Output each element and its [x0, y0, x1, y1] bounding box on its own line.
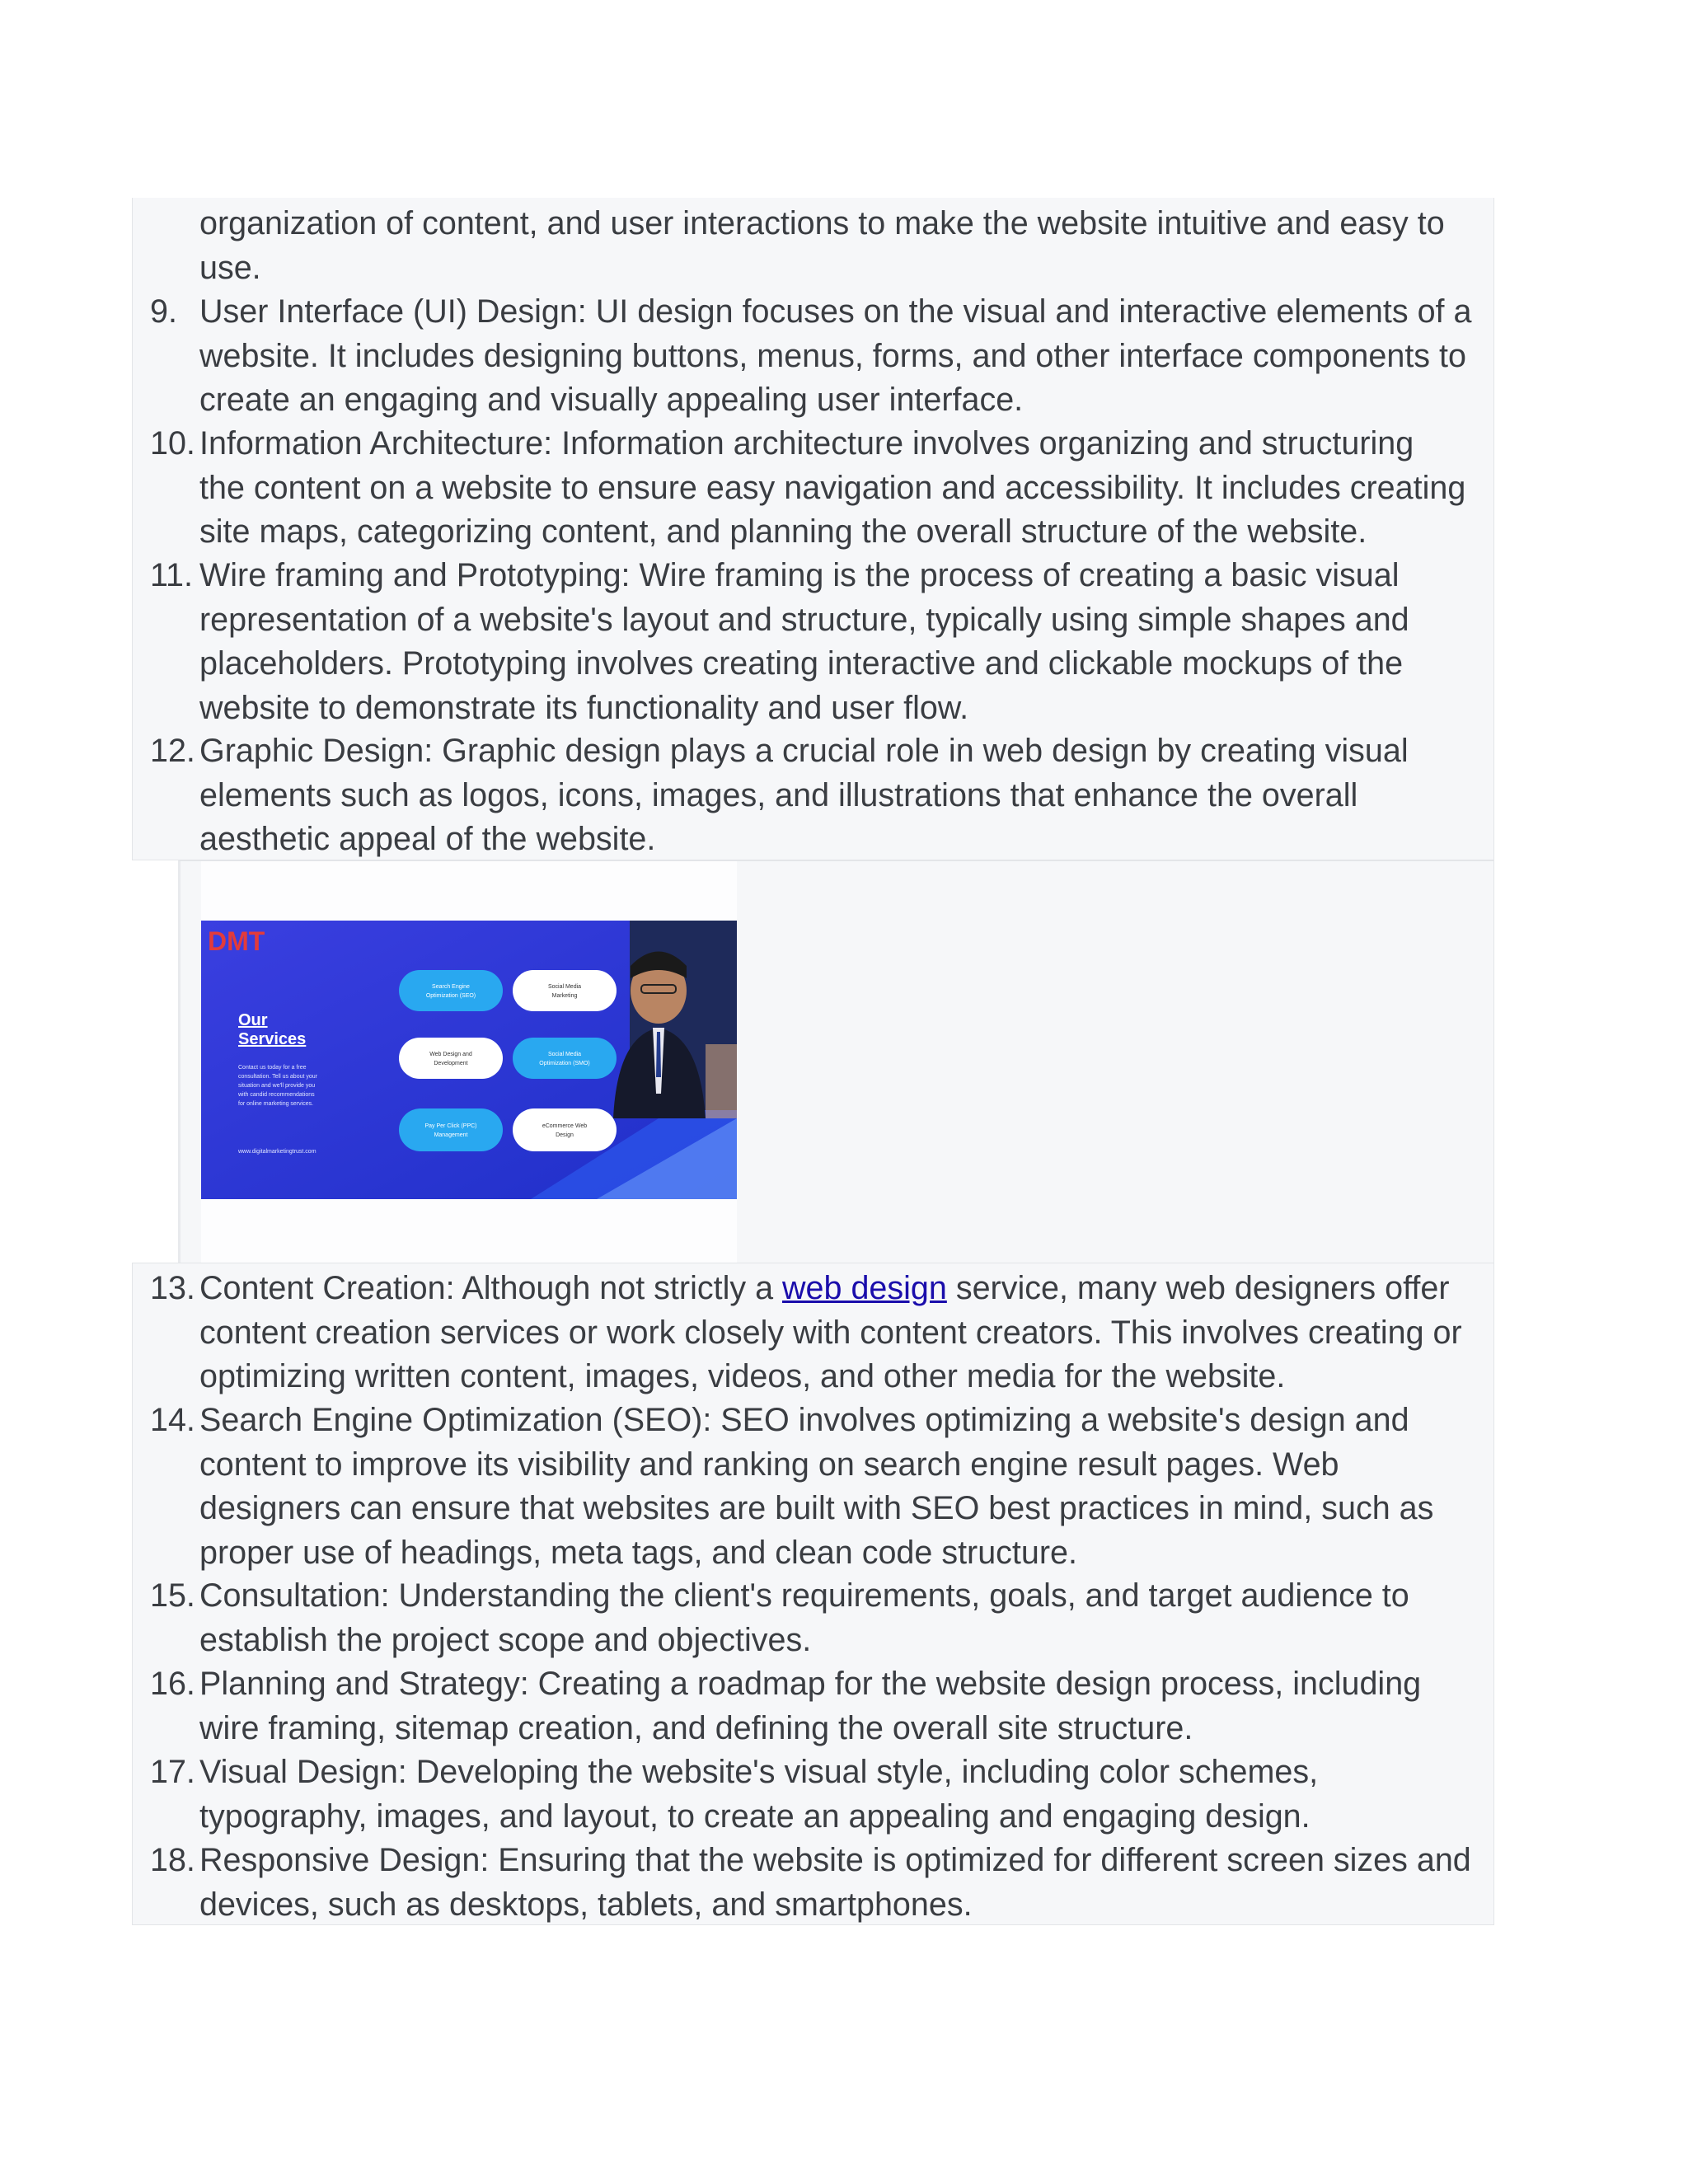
text-line: content to improve its visibility and ranking on search engine result pages. Web	[199, 1446, 1339, 1483]
promo-body-line: Contact us today for a free	[238, 1065, 307, 1071]
text-line: website to demonstrate its functionality and user flow.	[199, 689, 969, 726]
service-pill	[513, 1108, 617, 1151]
list-number: 15.	[150, 1577, 195, 1614]
text-line: Information Architecture: Information architecture involves organizing and structuring	[199, 425, 1414, 462]
list-item-text	[199, 202, 1495, 290]
text-line: Responsive Design: Ensuring that the website is optimized for different screen sizes and	[199, 1842, 1471, 1878]
text-line: content creation services or work closely with content creators. This involves creating or	[199, 1314, 1462, 1351]
text-line: placeholders. Prototyping involves creating interactive and clickable mockups of the	[199, 645, 1404, 682]
text-line: optimizing written content, images, videos, and other media for the website.	[199, 1358, 1286, 1394]
list-number: 18.	[150, 1842, 195, 1878]
text-line: wire framing, sitemap creation, and defining the overall site structure.	[199, 1709, 1193, 1746]
svg-text:Web Design and: Web Design and	[429, 1052, 472, 1057]
text-line: Wire framing and Prototyping: Wire framing is the process of creating a basic visual	[199, 557, 1400, 593]
list-number: 16.	[150, 1666, 195, 1702]
list-number: 10.	[150, 425, 195, 462]
svg-text:Social Media: Social Media	[547, 1052, 582, 1057]
service-pill	[513, 1038, 617, 1079]
list-block-bottom	[132, 1263, 1494, 1925]
list-block-top	[132, 198, 1494, 860]
svg-text:Optimization (SEO): Optimization (SEO)	[425, 993, 476, 999]
promo-heading-1: Our	[238, 1011, 268, 1029]
list-item-text	[199, 1574, 1495, 1662]
text-line: site maps, categorizing content, and planning the overall structure of the website.	[199, 513, 1367, 550]
svg-text:Marketing: Marketing	[551, 993, 578, 999]
image-container	[178, 860, 1494, 1263]
image-frame	[201, 861, 737, 1263]
text-line: aesthetic appeal of the website.	[199, 821, 656, 857]
text-line: Planning and Strategy: Creating a roadmap for the website design process, including	[199, 1666, 1422, 1702]
svg-text:eCommerce Web: eCommerce Web	[542, 1123, 588, 1129]
text-line: create an engaging and visually appealing user interface.	[199, 382, 1024, 418]
logo: DMT	[208, 926, 265, 956]
svg-text:Pay Per Click (PPC): Pay Per Click (PPC)	[424, 1123, 477, 1129]
promo-body-line: with candid recommendations	[238, 1092, 315, 1098]
text-line: typography, images, and layout, to create an appealing and engaging design.	[199, 1797, 1311, 1835]
svg-text:Optimization (SMO): Optimization (SMO)	[539, 1061, 590, 1066]
text-line: proper use of headings, meta tags, and clean code structure.	[199, 1534, 1077, 1571]
service-pill	[399, 970, 503, 1011]
svg-text:Search Engine: Search Engine	[432, 984, 470, 990]
text-line: use.	[199, 249, 261, 286]
list-number: 13.	[150, 1270, 195, 1306]
promo-body-line: situation and we'll provide you	[238, 1083, 316, 1089]
list-item-text	[199, 422, 1495, 555]
list-item-text	[199, 1399, 1495, 1575]
text-line: organization of content, and user interactions to make the website intuitive and easy to	[199, 205, 1445, 241]
text-line: devices, such as desktops, tablets, and smartphones.	[199, 1886, 973, 1923]
list-item-text	[199, 1839, 1495, 1927]
list-number: 17.	[150, 1754, 195, 1790]
person-photo	[613, 921, 737, 1118]
text-line: elements such as logos, icons, images, and illustrations that enhance the overall	[199, 776, 1358, 813]
text-line: representation of a website's layout and structure, typically using simple shapes and	[199, 601, 1409, 638]
service-pill	[513, 970, 617, 1011]
text-line: Graphic Design: Graphic design plays a crucial role in web design by creating visual	[199, 733, 1409, 769]
text-line: website. It includes designing buttons, menus, forms, and other interface components to	[199, 337, 1466, 374]
list-number: 12.	[150, 733, 195, 769]
svg-text:Development: Development	[434, 1061, 468, 1066]
svg-text:Social Media: Social Media	[547, 984, 582, 990]
services-promo-image	[201, 921, 737, 1199]
svg-text:Management: Management	[434, 1132, 468, 1138]
text-line: Consultation: Understanding the client's requirements, goals, and target audience to	[199, 1577, 1409, 1614]
text-line	[199, 1267, 1495, 1311]
text-segment: service, many web designers offer	[946, 1270, 1450, 1306]
list-item-text	[199, 1750, 1495, 1839]
list-item-text	[199, 1267, 1495, 1399]
list-item-text	[199, 729, 1495, 862]
service-pill	[399, 1108, 503, 1151]
service-pill	[399, 1038, 503, 1079]
text-line: establish the project scope and objectives.	[199, 1621, 812, 1658]
text-line: the content on a website to ensure easy navigation and accessibility. It includes creating	[199, 469, 1466, 506]
list-number: 11.	[150, 557, 193, 593]
list-item-text	[199, 1662, 1495, 1750]
web-design-link[interactable]: web design	[782, 1270, 947, 1306]
list-number: 9.	[150, 293, 177, 330]
text-line: designers can ensure that websites are built with SEO best practices in mind, such as	[199, 1490, 1434, 1526]
text-line: Search Engine Optimization (SEO): SEO involves optimizing a website's design and	[199, 1402, 1409, 1438]
promo-heading-2: Services	[238, 1030, 307, 1048]
text-line: User Interface (UI) Design: UI design focuses on the visual and interactive elements of a	[199, 293, 1472, 330]
text-line: Visual Design: Developing the website's visual style, including color schemes,	[199, 1754, 1319, 1790]
promo-body-line: consultation. Tell us about your	[238, 1074, 317, 1080]
list-number: 14.	[150, 1402, 195, 1438]
list-item-text	[199, 290, 1495, 423]
promo-body-line: for online marketing services.	[238, 1101, 314, 1107]
promo-url: www.digitalmarketingtrust.com	[238, 1149, 316, 1155]
list-item-text	[199, 554, 1495, 730]
text-segment: Content Creation: Although not strictly a	[199, 1270, 783, 1306]
svg-text:Design: Design	[556, 1132, 574, 1138]
